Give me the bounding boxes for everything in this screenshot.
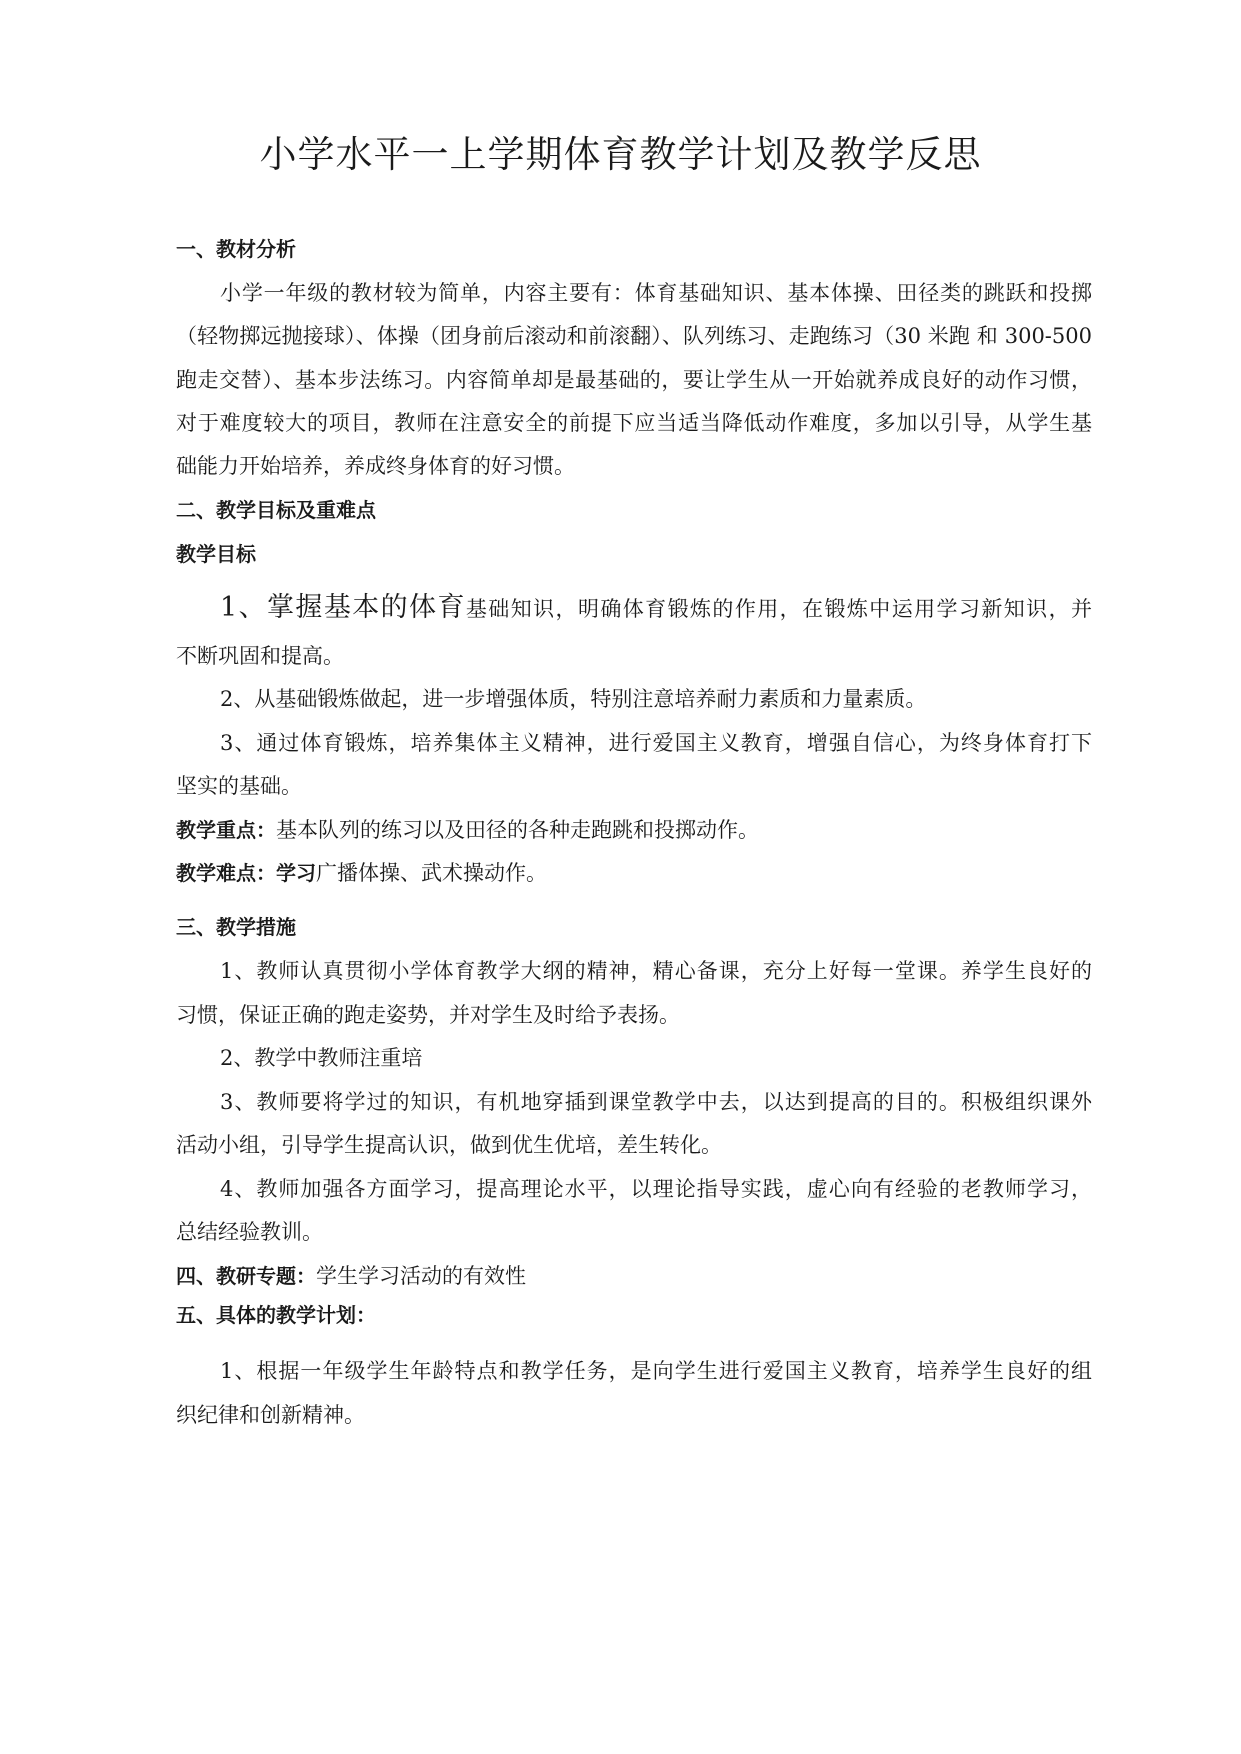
measure-1-line: 1、教师认真贯彻小学体育教学大纲的精神，精心备课，充分上好每一堂课。养学生良好的 — [220, 959, 1092, 983]
teaching-difficulties — [176, 857, 1092, 889]
goal-3-continuation: 坚实的基础。 — [176, 774, 302, 798]
measure-4-continuation: 总结经验教训。 — [176, 1220, 323, 1244]
measure-4-line: 4、教师加强各方面学习，提高理论水平，以理论指导实践，虚心向有经验的老教师学习， — [220, 1177, 1092, 1201]
paragraph-line: 础能力开始培养，养成终身体育的好习惯。 — [176, 454, 575, 478]
goal-1-emphasis: 1、掌握基本的体育 — [220, 592, 466, 623]
paragraph-line: 小学一年级的教材较为简单，内容主要有：体育基础知识、基本体操、田径类的跳跃和投掷 — [220, 281, 1092, 305]
plan-1-continuation: 织纪律和创新精神。 — [176, 1403, 365, 1427]
section-heading-4 — [176, 1260, 1092, 1292]
goal-1-line — [220, 588, 1092, 629]
section-heading-3: 三、教学措施 — [176, 915, 296, 939]
section-heading-1: 一、教材分析 — [176, 237, 296, 261]
paragraph-line: （轻物掷远抛接球）、体操（团身前后滚动和前滚翻）、队列练习、走跑练习（30 米跑 和 300-500 — [176, 324, 1092, 348]
measure-1-continuation: 习惯，保证正确的跑走姿势，并对学生及时给予表扬。 — [176, 1003, 680, 1027]
paragraph-line: 对于难度较大的项目，教师在注意安全的前提下应当适当降低动作难度，多加以引导，从学生基 — [176, 411, 1092, 435]
difficulties-text: 广播体操、武术操动作。 — [316, 861, 547, 885]
goal-1-rest: 基础知识，明确体育锻炼的作用，在锻炼中运用学习新知识，并 — [465, 597, 1092, 621]
section-heading-5: 五、具体的教学计划： — [176, 1303, 376, 1327]
plan-1-line: 1、根据一年级学生年龄特点和教学任务，是向学生进行爱国主义教育，培养学生良好的组 — [220, 1359, 1092, 1383]
section-heading-2: 二、教学目标及重难点 — [176, 498, 376, 522]
key-points-text: 基本队列的练习以及田径的各种走跑跳和投掷动作。 — [276, 818, 759, 842]
goal-2: 2、从基础锻炼做起，进一步增强体质，特别注意培养耐力素质和力量素质。 — [220, 687, 927, 711]
document-title: 小学水平一上学期体育教学计划及教学反思 — [259, 133, 982, 176]
research-topic-text: 学生学习活动的有效性 — [316, 1264, 526, 1288]
difficulties-label: 教学难点：学习 — [176, 861, 316, 885]
research-topic-label: 四、教研专题： — [176, 1264, 316, 1288]
measure-2: 2、教学中教师注重培 — [220, 1046, 423, 1070]
measure-3-line: 3、教师要将学过的知识，有机地穿插到课堂教学中去，以达到提高的目的。积极组织课外 — [220, 1090, 1092, 1114]
measure-3-continuation: 活动小组，引导学生提高认识，做到优生优培，差生转化。 — [176, 1133, 722, 1157]
goal-1-continuation: 不断巩固和提高。 — [176, 644, 344, 668]
subheading-teaching-goals: 教学目标 — [176, 542, 256, 566]
goal-3-line: 3、通过体育锻炼，培养集体主义精神，进行爱国主义教育，增强自信心，为终身体育打下 — [220, 731, 1092, 755]
teaching-key-points — [176, 814, 1092, 846]
key-points-label: 教学重点： — [176, 818, 276, 842]
paragraph-line: 跑走交替）、基本步法练习。内容简单却是最基础的，要让学生从一开始就养成良好的动作习惯， — [176, 368, 1092, 392]
